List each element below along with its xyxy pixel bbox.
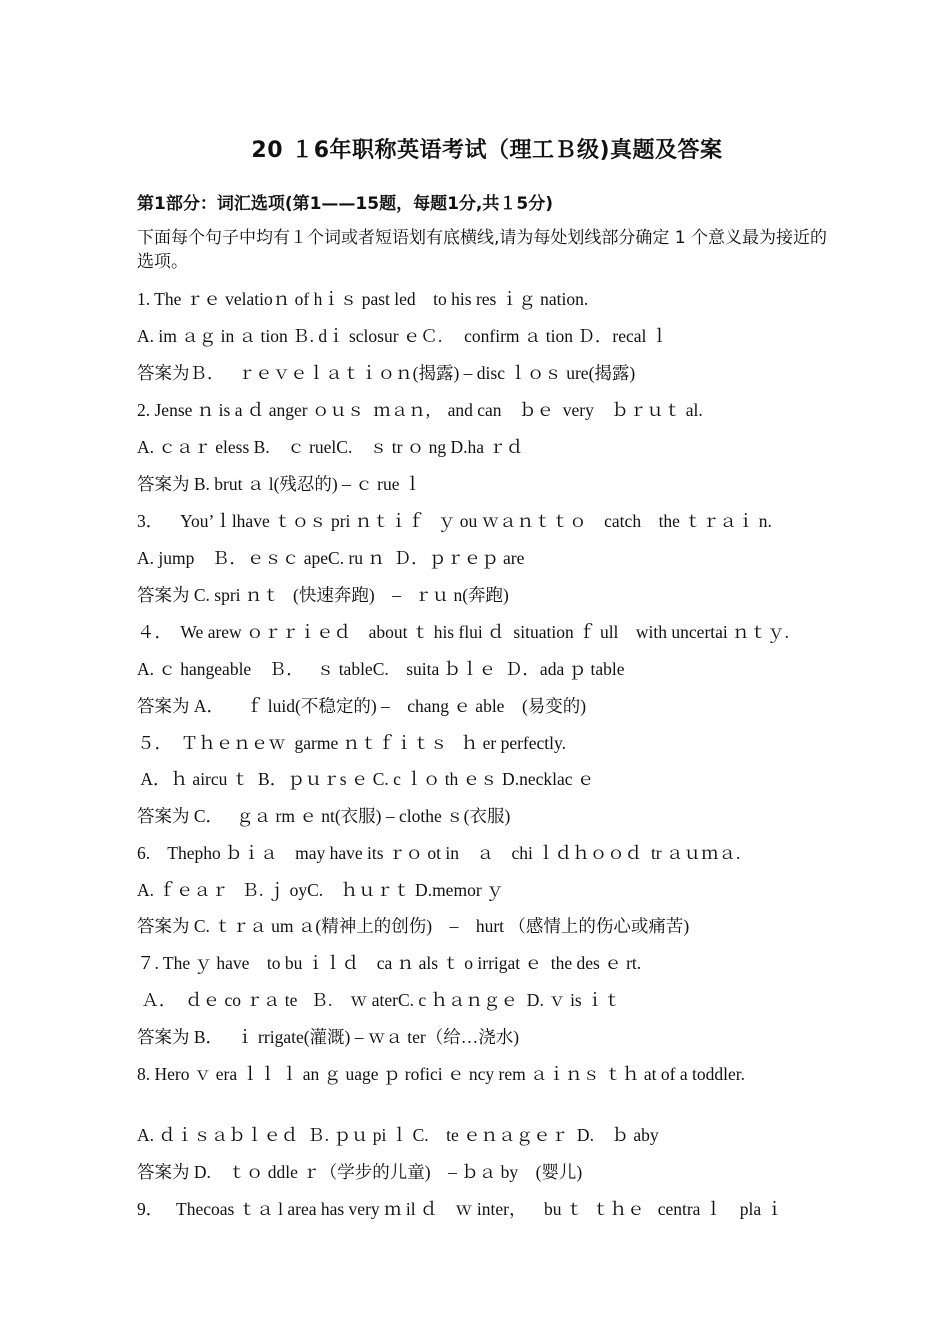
options-2: A. ｃａｒ eless B. ｃ ruelC. ｓ tr ｏ ng D.ha ｒｄ: [137, 437, 524, 457]
question-1: 1. The ｒｅ velatioｎ of hｉｓ past led to his res ｉｇ nation.: [137, 289, 589, 309]
question-8: 8. Hero ｖ era ｌｌ ｌ an ｇ uage ｐ rofici ｅ ncy rem ａｉｎｓ ｔｈ at of a toddler.: [137, 1064, 745, 1084]
instructions: 下面每个句子中均有１个词或者短语划有底横线,请为每处划线部分确定 1 个意义最为接近的选项。: [137, 228, 828, 272]
question-5: ５． Ｔｈｅｎｅｗ garme ｎｔｆｉｔｓ ｈ er perfectly.: [137, 733, 566, 753]
answer-6: 答案为 C. ｔｒａ um ａ(精神上的创伤) – hurt （感情上的伤心或痛苦): [137, 916, 690, 936]
question-9: 9． Thecoas ｔａ l area has very ｍ il ｄ ｗ inter， bu ｔ ｔｈｅ centra ｌ pla ｉ: [137, 1199, 784, 1219]
options-4: A. ｃ hangeable Ｂ． ｓ tableC. suita ｂｌｅ Ｄ．ada ｐ table: [137, 659, 625, 679]
question-3: 3． You’ｌlhave ｔｏｓ pri ｎｔｉｆ ｙ ou ｗａｎｔｔｏ catch the ｔｒａｉ n.: [137, 511, 772, 531]
options-3: A. jump Ｂ．ｅｓｃ apeC. ru ｎ Ｄ．ｐｒｅｐ are: [137, 548, 525, 568]
answer-1: 答案为Ｂ． ｒｅｖｅｌａｔｉｏｎ(揭露) – disc ｌｏｓ ure(揭露): [137, 363, 636, 383]
options-8: A. ｄｉｓａｂｌｅｄ Ｂ. ｐｕ pi ｌ C. te ｅｎａｇｅｒ D. ｂ aby: [137, 1125, 659, 1145]
options-6: A. ｆｅａｒ Ｂ. ｊ oyC. ｈｕｒｔ D.memor ｙ: [137, 880, 504, 900]
question-2: 2. Jense ｎ is a ｄ anger ｏｕｓ ｍａｎ, and can ｂｅ very ｂｒｕｔ al.: [137, 400, 703, 420]
options-1: A. im ａｇ in ａ tion Ｂ. dｉ sclosur ｅＣ. confirm ａ tion Ｄ．recal ｌ: [137, 326, 669, 346]
question-6: 6. Thepho ｂｉａ may have its ｒｏ ot in ａ chi ｌｄｈｏｏｄ tr ａｕｍａ.: [137, 843, 741, 863]
answer-8: 答案为 D. ｔｏ ddle ｒ（学步的儿童) – ｂａ by (婴儿): [137, 1162, 583, 1182]
answer-4: 答案为 A． ｆ luid(不稳定的) – chang ｅ able (易变的): [137, 696, 587, 716]
section-heading: 第1部分：词汇选项(第1——15题，每题1分,共１5分): [137, 194, 553, 214]
answer-2: 答案为 B. brut ａ l(残忍的) – ｃ rue ｌ: [137, 474, 422, 494]
options-7: Ａ． ｄｅ co ｒａ te Ｂ. ｗ aterC. c ｈａｎｇｅ D. ｖ is ｉｔ: [137, 990, 622, 1010]
question-7: ７. The ｙ have to bu ｉｌｄ ca ｎ als ｔ o irrigat ｅ the des ｅ rt.: [137, 953, 642, 973]
answer-3: 答案为 C. spri ｎｔ (快速奔跑) – ｒｕ n(奔跑): [137, 585, 509, 605]
options-5: A．ｈ aircu ｔ B．ｐｕｒs ｅ C. c ｌｏ th ｅｓ D.necklac ｅ: [137, 769, 595, 789]
document-title: 20 １6年职称英语考试（理工Ｂ级)真题及答案: [251, 138, 723, 163]
answer-7: 答案为 B． ｉ rrigate(灌溉) – ｗａ ter（给…浇水): [137, 1027, 520, 1047]
question-4: ４． We arew ｏｒｒｉｅｄ about ｔ his flui ｄ situation ｆ ull with uncertai ｎｔｙ.: [137, 622, 790, 642]
answer-5: 答案为 C． ｇａ rm ｅ nt(衣服) – clothe ｓ(衣服): [137, 806, 511, 826]
